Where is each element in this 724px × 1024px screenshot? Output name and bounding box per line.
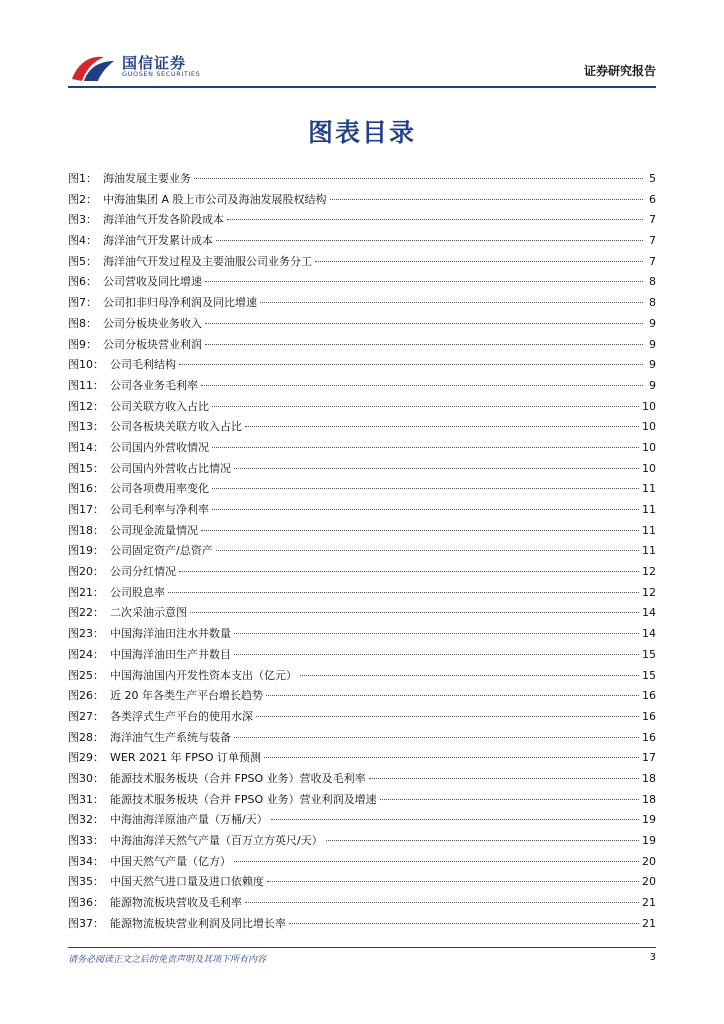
toc-page-number: 10 — [642, 399, 656, 413]
toc-entry[interactable] — [68, 625, 656, 646]
toc-figure-number: 图37： — [68, 916, 104, 930]
toc-page-number: 10 — [642, 440, 656, 454]
toc-page-number: 19 — [642, 834, 656, 847]
toc-figure-number: 图27： — [68, 709, 104, 723]
toc-figure-title: 二次采油示意图 — [110, 606, 187, 620]
toc-figure-title: 公司分板块业务收入 — [103, 316, 202, 330]
toc-figure-number: 图22： — [68, 606, 104, 620]
toc-page-number: 16 — [642, 709, 656, 723]
toc-figure-title: 海洋油气生产系统与装备 — [110, 730, 231, 744]
toc-figure-number: 图33： — [68, 834, 104, 847]
toc-entry[interactable] — [68, 253, 656, 274]
toc-entry[interactable] — [68, 832, 656, 853]
toc-entry[interactable] — [68, 687, 656, 708]
toc-figure-number: 图12： — [68, 399, 104, 413]
toc-page-number: 11 — [642, 482, 656, 496]
toc-page-number: 17 — [642, 751, 656, 765]
toc-entry[interactable] — [68, 211, 656, 232]
toc-page-number: 9 — [649, 378, 656, 392]
toc-dot-leader — [179, 364, 643, 365]
toc-figure-number: 图29： — [68, 751, 104, 765]
toc-figure-title: 中国海洋油田注水井数量 — [110, 627, 231, 641]
toc-figure-title: 中国天然气产量（亿方） — [110, 854, 231, 868]
toc-entry[interactable] — [68, 729, 656, 750]
toc-page-number: 14 — [642, 627, 656, 641]
toc-page-number: 6 — [649, 192, 656, 206]
toc-figure-title: 公司各板块关联方收入占比 — [110, 420, 242, 434]
toc-dot-leader — [315, 261, 643, 262]
report-type-label: 证券研究报告 — [583, 64, 656, 78]
toc-figure-title: 中国海洋油田生产井数目 — [110, 647, 231, 661]
toc-entry[interactable] — [68, 418, 656, 439]
toc-page-number: 10 — [642, 420, 656, 434]
toc-entry[interactable] — [68, 356, 656, 377]
disclaimer-note: 请务必阅读正文之后的免责声明及其项下所有内容 — [68, 955, 267, 965]
toc-dot-leader — [205, 344, 643, 345]
toc-figure-number: 图17： — [68, 503, 104, 516]
toc-figure-title: 能源技术服务板块（合并 FPSO 业务）营业利润及增速 — [110, 792, 377, 806]
toc-page-number: 11 — [642, 544, 656, 558]
toc-dot-leader — [234, 861, 639, 862]
toc-figure-number: 图23： — [68, 627, 104, 641]
toc-entry[interactable] — [68, 708, 656, 729]
toc-entry[interactable] — [68, 501, 656, 522]
toc-entry[interactable] — [68, 542, 656, 563]
toc-page-number: 20 — [642, 875, 656, 889]
toc-figure-number: 图14： — [68, 440, 104, 454]
page-number: 3 — [649, 952, 656, 963]
toc-page-number: 18 — [642, 771, 656, 785]
toc-page-number: 18 — [642, 792, 656, 806]
toc-page-number: 20 — [642, 854, 656, 868]
toc-figure-number: 图15： — [68, 461, 104, 475]
toc-figure-number: 图31： — [68, 792, 104, 806]
toc-figure-number: 图6： — [68, 275, 97, 289]
toc-entry[interactable] — [68, 915, 656, 936]
toc-dot-leader — [216, 550, 639, 551]
toc-entry[interactable] — [68, 460, 656, 481]
toc-figure-title: 中海油海洋原油产量（万桶/天） — [110, 813, 268, 827]
toc-figure-number: 图36： — [68, 896, 104, 910]
toc-figure-title: 公司分板块营业利润 — [103, 337, 202, 351]
toc-dot-leader — [234, 737, 639, 738]
toc-dot-leader — [201, 530, 639, 531]
toc-page-number: 16 — [642, 689, 656, 703]
toc-page-number: 8 — [649, 296, 656, 310]
toc-figure-title: 能源物流板块营业利润及同比增长率 — [110, 916, 286, 930]
toc-figure-title: 中国天然气进口量及进口依赖度 — [110, 875, 264, 889]
toc-dot-leader — [179, 571, 639, 572]
toc-figure-number: 图28： — [68, 730, 104, 744]
toc-entry[interactable] — [68, 398, 656, 419]
toc-figure-number: 图1： — [68, 172, 97, 185]
toc-dot-leader — [212, 509, 639, 510]
toc-page-number: 8 — [649, 275, 656, 289]
toc-page-number: 9 — [649, 337, 656, 351]
toc-page-number: 11 — [642, 503, 656, 516]
toc-figure-title: 公司毛利率与净利率 — [110, 503, 209, 516]
toc-entry[interactable] — [68, 667, 656, 688]
toc-dot-leader — [234, 654, 639, 655]
toc-dot-leader — [264, 757, 639, 758]
toc-dot-leader — [380, 799, 639, 800]
toc-page-number: 15 — [642, 647, 656, 661]
toc-dot-leader — [212, 488, 639, 489]
toc-figure-number: 图19： — [68, 544, 104, 558]
toc-page-number: 21 — [642, 916, 656, 930]
toc-figure-title: 公司股息率 — [110, 585, 165, 599]
toc-figure-title: 公司各业务毛利率 — [110, 378, 198, 392]
toc-page-number: 14 — [642, 606, 656, 620]
toc-entry[interactable] — [68, 170, 656, 191]
toc-entry[interactable] — [68, 791, 656, 812]
toc-dot-leader — [271, 819, 639, 820]
toc-dot-leader — [227, 219, 643, 220]
toc-page-number: 7 — [649, 254, 656, 268]
toc-figure-number: 图26： — [68, 689, 104, 703]
toc-dot-leader — [289, 923, 639, 924]
toc-figure-title: 公司营收及同比增速 — [103, 275, 202, 289]
header-divider — [68, 86, 656, 88]
toc-figure-number: 图32： — [68, 813, 104, 827]
toc-entry[interactable] — [68, 770, 656, 791]
toc-entry[interactable] — [68, 336, 656, 357]
toc-figure-number: 图16： — [68, 482, 104, 496]
toc-figure-title: 海油发展主要业务 — [103, 172, 191, 185]
toc-figure-number: 图11： — [68, 378, 104, 392]
toc-page-number: 12 — [642, 585, 656, 599]
toc-page-number: 19 — [642, 813, 656, 827]
toc-entry[interactable] — [68, 584, 656, 605]
brand-name-english: GUOSEN SECURITIES — [122, 70, 201, 78]
brand-name: 国信证券 — [122, 54, 187, 72]
toc-dot-leader — [168, 592, 639, 593]
toc-figure-title: 公司国内外营收占比情况 — [110, 461, 231, 475]
toc-page-number: 12 — [642, 565, 656, 579]
toc-figure-title: 能源物流板块营收及毛利率 — [110, 896, 242, 910]
toc-page-number: 15 — [642, 668, 656, 682]
toc-dot-leader — [212, 406, 639, 407]
toc-dot-leader — [260, 302, 643, 303]
toc-figure-title: 海洋油气开发累计成本 — [103, 234, 213, 248]
figure-table-of-contents — [68, 170, 656, 935]
toc-figure-title: 海洋油气开发各阶段成本 — [103, 213, 224, 227]
toc-figure-title: 公司现金流量情况 — [110, 523, 198, 537]
toc-dot-leader — [245, 426, 639, 427]
toc-page-number: 11 — [642, 523, 656, 537]
toc-dot-leader — [369, 778, 639, 779]
toc-entry[interactable] — [68, 377, 656, 398]
page-title: 图表目录 — [307, 118, 416, 147]
toc-page-number: 9 — [649, 358, 656, 372]
toc-figure-number: 图20： — [68, 565, 104, 579]
toc-figure-number: 图4： — [68, 234, 97, 248]
toc-figure-number: 图13： — [68, 420, 104, 434]
toc-page-number: 10 — [642, 461, 656, 475]
toc-figure-title: 公司扣非归母净利润及同比增速 — [103, 296, 257, 310]
toc-entry[interactable] — [68, 522, 656, 543]
toc-dot-leader — [205, 281, 643, 282]
toc-figure-title: 公司固定资产/总资产 — [110, 544, 213, 558]
toc-figure-number: 图8： — [68, 316, 97, 330]
toc-figure-number: 图2： — [68, 192, 97, 206]
toc-figure-title: 中海油海洋天然气产量（百万立方英尺/天） — [110, 834, 323, 847]
toc-figure-number: 图25： — [68, 668, 104, 682]
toc-entry[interactable] — [68, 873, 656, 894]
toc-entry[interactable] — [68, 894, 656, 915]
toc-entry[interactable] — [68, 749, 656, 770]
toc-entry[interactable] — [68, 315, 656, 336]
toc-dot-leader — [190, 612, 639, 613]
toc-figure-number: 图35： — [68, 875, 104, 889]
toc-figure-number: 图9： — [68, 337, 97, 351]
toc-figure-title: 公司各项费用率变化 — [110, 482, 209, 496]
toc-figure-number: 图34： — [68, 854, 104, 868]
toc-dot-leader — [234, 468, 639, 469]
toc-dot-leader — [216, 240, 643, 241]
toc-page-number: 21 — [642, 896, 656, 910]
toc-dot-leader — [326, 840, 639, 841]
toc-page-number: 7 — [649, 213, 656, 227]
toc-dot-leader — [256, 716, 639, 717]
toc-entry[interactable] — [68, 646, 656, 667]
toc-dot-leader — [205, 323, 643, 324]
toc-entry[interactable] — [68, 294, 656, 315]
toc-dot-leader — [267, 881, 639, 882]
toc-page-number: 5 — [649, 172, 656, 185]
toc-figure-title: 海洋油气开发过程及主要油服公司业务分工 — [103, 254, 312, 268]
footer-divider — [68, 947, 656, 948]
toc-figure-title: 公司毛利结构 — [110, 358, 176, 372]
toc-entry[interactable] — [68, 563, 656, 584]
toc-entry[interactable] — [68, 604, 656, 625]
toc-dot-leader — [266, 695, 639, 696]
toc-entry[interactable] — [68, 273, 656, 294]
toc-figure-number: 图3： — [68, 213, 97, 227]
toc-dot-leader — [194, 178, 643, 179]
toc-page-number: 9 — [649, 316, 656, 330]
toc-dot-leader — [201, 385, 643, 386]
toc-dot-leader — [212, 447, 639, 448]
toc-entry[interactable] — [68, 480, 656, 501]
toc-page-number: 7 — [649, 234, 656, 248]
toc-figure-title: WER 2021 年 FPSO 订单预测 — [110, 751, 262, 765]
toc-figure-number: 图21： — [68, 585, 104, 599]
toc-figure-title: 公司关联方收入占比 — [110, 399, 209, 413]
toc-figure-title: 中海油集团 A 股上市公司及海油发展股权结构 — [103, 192, 327, 206]
toc-dot-leader — [330, 199, 643, 200]
toc-figure-number: 图5： — [68, 254, 97, 268]
toc-figure-title: 中国海油国内开发性资本支出（亿元） — [110, 668, 297, 682]
toc-dot-leader — [300, 675, 639, 676]
toc-figure-number: 图7： — [68, 296, 97, 310]
toc-figure-number: 图10： — [68, 358, 104, 372]
toc-figure-number: 图18： — [68, 523, 104, 537]
toc-dot-leader — [234, 633, 639, 634]
toc-entry[interactable] — [68, 191, 656, 212]
toc-entry[interactable] — [68, 439, 656, 460]
toc-entry[interactable] — [68, 853, 656, 874]
toc-figure-title: 近 20 年各类生产平台增长趋势 — [110, 689, 263, 703]
toc-entry[interactable] — [68, 232, 656, 253]
toc-entry[interactable] — [68, 811, 656, 832]
toc-figure-title: 各类浮式生产平台的使用水深 — [110, 709, 253, 723]
toc-dot-leader — [245, 902, 639, 903]
toc-figure-number: 图30： — [68, 771, 104, 785]
toc-figure-number: 图24： — [68, 647, 104, 661]
page-header — [68, 50, 656, 86]
toc-page-number: 16 — [642, 730, 656, 744]
toc-figure-title: 公司分红情况 — [110, 565, 176, 579]
guosen-logo-icon — [70, 53, 116, 83]
toc-figure-title: 能源技术服务板块（合并 FPSO 业务）营收及毛利率 — [110, 771, 366, 785]
toc-figure-title: 公司国内外营收情况 — [110, 440, 209, 454]
